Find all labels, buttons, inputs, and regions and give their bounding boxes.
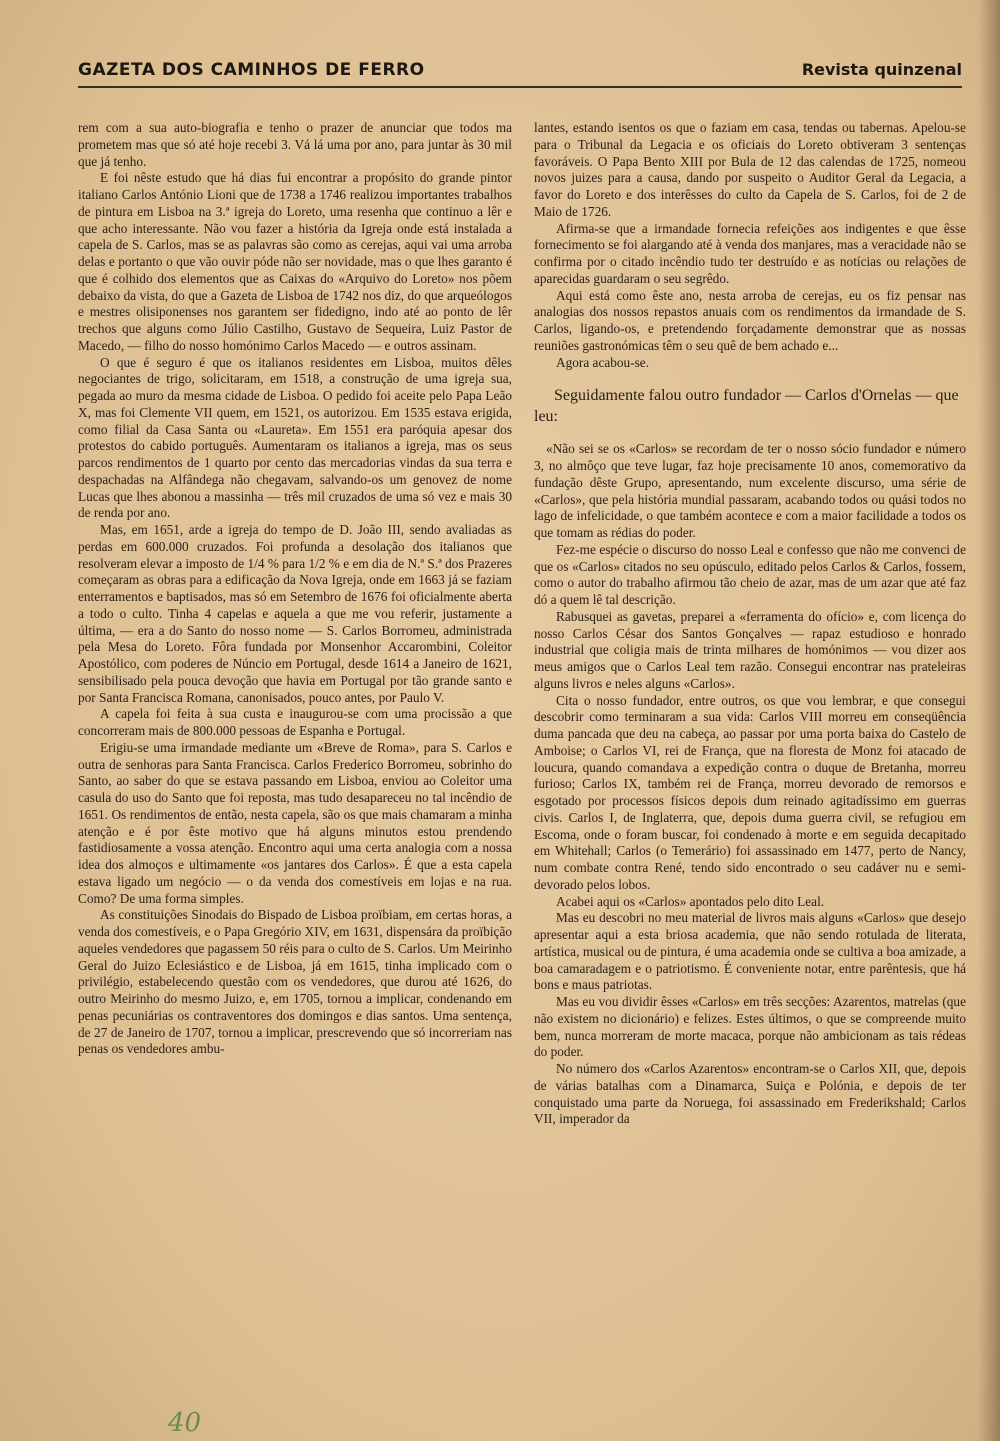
paragraph: Mas eu vou dividir êsses «Carlos» em três secções: Azarentos, matrelas (que não existem no dicionário) e felizes. Estes últimos, o que se compreende muito bem, nunca morreram de morte macaca, porque não ambicionam as tais rédeas do poder. — [534, 994, 966, 1060]
paragraph: rem com a sua auto-biografia e tenho o prazer de anunciar que todos ma prometem mas que só até hoje recebi 3. Vá lá uma por ano, para juntar às 30 mil que já tenho. — [78, 120, 512, 169]
paragraph: Aqui está como êste ano, nesta arroba de cerejas, eu os fiz pensar nas analogias dos nossos repastos anuais com os rendimentos da irmandade de S. Carlos, ligando-os, e pretendendo forçadamente demonstrar que as nossas reuniões gastronómicas têm o seu quê de bem achado e... — [534, 287, 966, 353]
paragraph: Cita o nosso fundador, entre outros, os que vou lembrar, e que consegui descobrir como terminaram a sua vida: Carlos VIII morreu em conseqüência duma pancada que deu na cabeça, ao passar por uma porta baixa do Castelo de Amboise; o Carlos VI, rei de França, que na floresta de Monz foi atacado de loucura, quando comandava a expedição contra o duque de Bretanha, morreu furioso; Carlos IX, também rei de França, morreu devorado de remorsos e esgotado por processos físicos depois dum reinado agitadíssimo em guerras civis. Carlos I, de Inglaterra, que, depois duma guerra civil, se refugiou em Escoma, onde o foram buscar, foi condenado à morte e em seguida decapitado em Whitehall; Carlos (o Temerário) foi assassinado em 1477, perto de Nancy, num combate contra René, tendo sido encontrado o seu cadáver nu e semi-devorado pelos lobos. — [534, 692, 966, 892]
left-column — [78, 120, 512, 1058]
publication-title: GAZETA DOS CAMINHOS DE FERRO — [78, 60, 425, 80]
paragraph: Mas eu descobri no meu material de livros mais alguns «Carlos» que desejo apresentar aqui a esta briosa academia, que não sendo rotulada de literata, artística, musical ou de pintura, é uma academia onde se cultiva a boa amizade, a boa camaradagem e o patriotismo. É conveniente notar, entre parêntesis, que há bons e maus patriotas. — [534, 910, 966, 993]
publication-subtitle: Revista quinzenal — [801, 60, 962, 79]
paragraph: Erigiu-se uma irmandade mediante um «Breve de Roma», para S. Carlos e outra de senhoras para Santa Francisca. Carlos Frederico Borromeu, sobrinho do Santo, ao saber do que se estava passando em Lisboa, enviou ao Coleitor uma casula do uso do Santo que foi reposta, mas tudo desapareceu no tal incêndio de 1651. Os rendimentos de então, nesta capela, são os que mais chamaram a minha atenção e é por êste motivo que há alguns minutos estou prendendo fastidiosamente a vossa atenção. Encontro aqui uma certa analogia com a nossa idea dos almoços e ultimamente «os jantares dos Carlos». É que a esta capela estava ligado um negócio — o da venda dos comestíveis em lojas e na rua. Como? De uma forma simples. — [78, 739, 512, 906]
paragraph: O que é seguro é que os italianos residentes em Lisboa, muitos dêles negociantes de trigo, solicitaram, em 1518, a construção de uma igreja sua, pegada ao muro da mesma cidade de Lisboa. O pedido foi aceite pelo Papa Leão X, mas foi Clemente VII quem, em 1521, os autorizou. Em 1535 estava erigida, como filial da Casa Santa ou «Laureta». Em 1551 era paróquia apesar dos protestos do cabido português. Aumentaram os italianos a igreja, mas os seus parcos rendimentos de 1 quarto por cento das mercadorias vindas da sua terra e despachadas na Alfândega não chegavam, salvando-os um genovez de nome Lucas que lhes abonou a massinha — três mil cruzados de uma só vez e mais 30 de renda por ano. — [78, 354, 512, 521]
section-heading: Seguidamente falou outro fundador — Carlos d'Ornelas — que leu: — [534, 387, 959, 426]
paragraph: Mas, em 1651, arde a igreja do tempo de D. João III, sendo avaliadas as perdas em 600.000 cruzados. Foi profunda a desolação dos italianos que resolveram elevar a imposto de 1/4 % para 1/2 % e em dia de N.ª S.ª dos Prazeres começaram as obras para a edificação da Nova Igreja, onde em 1663 já se faziam enterramentos e baptisados, mas só em Setembro de 1676 foi oficialmente aberta a todo o culto. Tinha 4 capelas e aquela a que me vou referir, justamente a última, — era a do Santo do nosso nome — S. Carlos Borromeu, administrada pela Mesa do Loreto. Fôra fundada por Monsenhor Accarombini, Coleitor Apostólico, com poderes de Núncio em Portugal, desde 1614 a Janeiro de 1621, sensibilisado pela pouca devoção que havia em Portugal por tão grande santo e por Santa Francisca Romana, canonisados, pouco antes, por Paulo V. — [78, 522, 512, 705]
page-header — [78, 60, 962, 84]
paragraph: As constituições Sinodais do Bispado de Lisboa proïbiam, em certas horas, a venda dos comestíveis, e o Papa Gregório XIV, em 1631, dispensára da proïbição aqueles vendedores que pagassem 50 réis para o culto de S. Carlos. Um Meirinho Geral do Juizo Eclesiástico e de Lisboa, já em 1615, tinha implicado com o privilégio, estabelecendo questão com os vendedores, que durou até 1626, do outro Meirinho do mesmo Juizo, e, em 1705, tornou a implicar, condenando em penas pecuniárias os contraventores dos domingos e dias santos. Uma sentença, de 27 de Janeiro de 1707, tornou a implicar, prescrevendo que só incorreriam nas penas os vendedores ambu- — [78, 907, 512, 1057]
paragraph: Afirma-se que a irmandade fornecia refeições aos indigentes e que êsse fornecimento se foi alargando até à venda dos manjares, mas a veracidade não se confirma por o citado incêndio tudo ter destruído e as notícias ou relações de aparecidas guardaram o seu segrêdo. — [534, 220, 966, 286]
paragraph: A capela foi feita à sua custa e inaugurou-se com uma procissão a que concorreram mais de 800.000 pessoas de Espanha e Portugal. — [78, 706, 512, 738]
page-number: 40 — [168, 1408, 202, 1438]
right-column — [534, 120, 966, 1128]
paragraph: Agora acabou-se. — [556, 354, 650, 370]
paragraph: Rabusquei as gavetas, preparei a «ferramenta do ofício» e, com licença do nosso Carlos César dos Santos Gonçalves — rapaz estudioso e honrado industrial que coligia mais de trinta milhares de homónimos — vou dizer aos meus amigos que o Carlos Leal tem razão. Consegui encontrar nas prateleiras alguns livros e neles alguns «Carlos». — [534, 608, 966, 691]
paragraph: lantes, estando isentos os que o faziam em casa, tendas ou tabernas. Apelou-se para o Tribunal da Legacia e os oficiais do Loreto obtiveram 3 sentenças favoráveis. O Papa Bento XIII por Bula de 12 das calendas de 1725, nomeou novos juizes para a causa, dando por suspeito o Auditor Geral da Legacia, a favor do Loreto e dos interêsses do culto da Capela de S. Carlos, foi de 2 de Maio de 1726. — [534, 120, 966, 219]
paragraph: Fez-me espécie o discurso do nosso Leal e confesso que não me convenci de que os «Carlos» citados no seu opúsculo, editado pelos Carlos & Carlos, fossem, como o autor do trabalho afirmou tão cheio de azar, mas de um azar que até faz dó a quem lê tal descrição. — [534, 541, 966, 607]
paragraph: Acabei aqui os «Carlos» apontados pelo dito Leal. — [556, 893, 825, 909]
header-rule — [78, 86, 962, 88]
paragraph: «Não sei se os «Carlos» se recordam de ter o nosso sócio fundador e número 3, no almôço que teve lugar, faz hoje precisamente 10 anos, comemorativo da fundação dêste Grupo, apresentando, num excelente discurso, uma série de «Carlos», que pela história mundial passaram, acabando todos ou quási todos no lago de infelicidade, o que também acontece e com a maior facilidade a todos os que tomam as rédias do poder. — [534, 441, 966, 540]
paragraph: E foi nêste estudo que há dias fui encontrar a propósito do grande pintor italiano Carlos António Lioni que de 1738 a 1746 realizou importantes trabalhos de pintura em Lisboa na 3.ª igreja do Loreto, uma resenha que continuo a lêr e que acho interessante. Não vou fazer a história da Igreja onde está instalada a capela de S. Carlos, mas se as palavras são como as cerejas, aqui vai uma arroba delas e portanto o que vão ouvir póde não ser novidade, mas o que lhes garanto é que é colhido dos elementos que as Caixas do «Arquivo do Loreto» nos põem debaixo da vista, do que a Gazeta de Lisboa de 1742 nos diz, do que arqueólogos e mestres olisiponenses nos garantem ser fidedigno, indo até ao ponto de lêr trechos que alguns como Júlio Castilho, Gustavo de Sequeira, Luiz Pastor de Macedo, — filho do nosso homónimo Carlos Macedo — e outros assinam. — [78, 170, 512, 353]
page-spine-shadow — [978, 0, 1000, 1441]
paragraph: No número dos «Carlos Azarentos» encontram-se o Carlos XII, que, depois de várias batalhas com a Dinamarca, Suiça e Polónia, e depois de ter conquistado uma parte da Noruega, foi assassinado em Frederikshald; Carlos VII, imperador da — [534, 1061, 966, 1127]
